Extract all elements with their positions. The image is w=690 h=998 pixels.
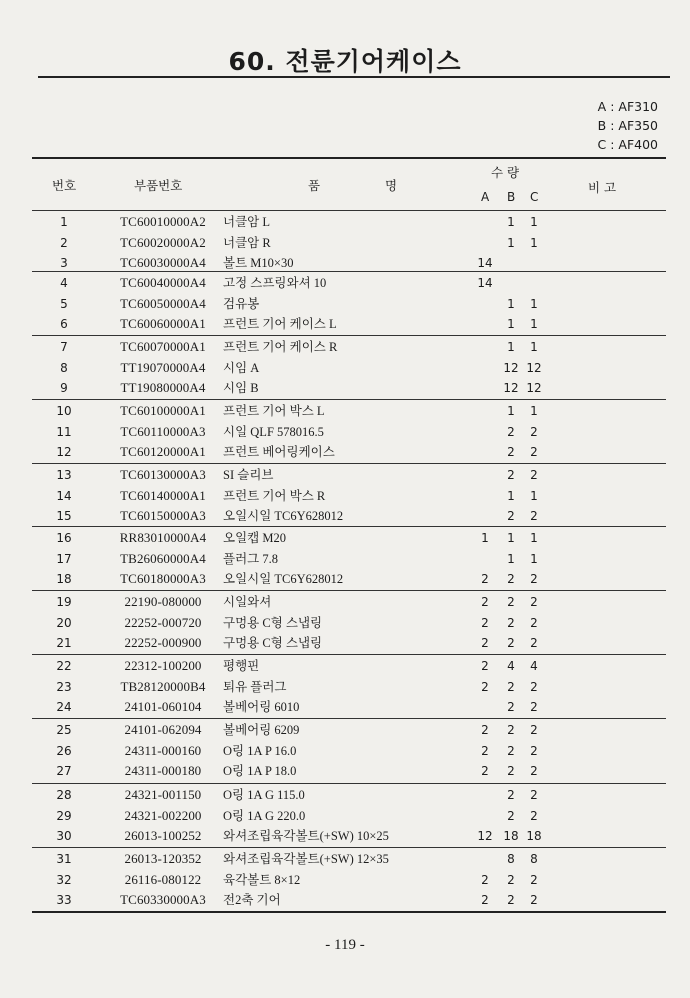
part-number: TB26060000A4 (120, 550, 206, 566)
qty-a: 14 (477, 256, 493, 270)
row-number: 13 (56, 468, 72, 482)
table-row (0, 212, 690, 232)
group-rule (32, 463, 666, 464)
header-no: 번호 (52, 178, 77, 193)
part-name: 프런트 기어 케이스 R (223, 340, 338, 354)
qty-c: 2 (530, 468, 538, 482)
part-number: 24311-000160 (124, 742, 202, 758)
legend-key: A (597, 99, 607, 114)
legend-key: C (597, 137, 607, 152)
part-name: 검유봉 (223, 296, 260, 311)
part-name: 볼베어링 6209 (223, 723, 300, 737)
part-name: 너클암 R (223, 235, 271, 250)
qty-c: 2 (530, 764, 538, 778)
table-row (0, 720, 690, 740)
qty-c: 18 (526, 829, 542, 843)
qty-c: 2 (530, 679, 538, 694)
row-number: 2 (60, 235, 68, 250)
part-name: 오일시일 TC6Y628012 (223, 572, 344, 586)
part-name: O링 1A G 220.0 (223, 808, 306, 823)
part-number: TC60180000A3 (120, 571, 206, 586)
header-qty: 수 량 (491, 165, 520, 180)
qty-a: 2 (481, 893, 489, 907)
part-number: TC60150000A3 (120, 508, 206, 523)
part-name: 오일캡 M20 (223, 531, 286, 545)
part-number: TB28120000B4 (120, 678, 206, 694)
part-number: TC60130000A3 (120, 467, 206, 482)
qty-c: 1 (530, 296, 538, 311)
legend-item: C : AF400 (597, 137, 658, 152)
part-number: TC60110000A3 (120, 423, 206, 439)
qty-b: 2 (507, 893, 515, 907)
table-row (0, 314, 690, 334)
table-row (0, 273, 690, 293)
part-name: 프런트 기어 박스 L (223, 404, 325, 418)
qty-b: 2 (507, 723, 515, 737)
part-name: 시임 A (223, 360, 260, 375)
row-number: 17 (56, 551, 72, 566)
table-row (0, 870, 690, 890)
part-number: TC60070000A1 (120, 339, 206, 354)
row-number: 4 (60, 276, 68, 290)
table-row (0, 656, 690, 676)
qty-c: 1 (530, 488, 538, 503)
qty-b: 1 (507, 235, 515, 250)
qty-b: 12 (503, 360, 519, 375)
part-name: 볼베어링 6010 (223, 700, 300, 714)
part-number: 26013-100252 (124, 828, 202, 843)
group-rule (32, 783, 666, 784)
part-name: 시임 B (223, 381, 259, 395)
table-bottom-rule (32, 911, 666, 913)
part-name: 시일와셔 (223, 595, 272, 609)
part-number: 22252-000900 (124, 635, 202, 650)
row-number: 3 (60, 256, 68, 270)
table-top-rule (32, 157, 666, 159)
row-number: 15 (56, 509, 72, 523)
table-row (0, 549, 690, 569)
qty-a: 2 (481, 723, 489, 737)
row-number: 16 (56, 531, 72, 545)
group-rule (32, 526, 666, 527)
qty-a: 2 (481, 659, 489, 673)
part-name: 오일시일 TC6Y628012 (223, 509, 344, 523)
row-number: 30 (56, 829, 72, 843)
group-rule (32, 590, 666, 591)
row-number: 32 (56, 872, 72, 887)
qty-b: 1 (507, 551, 515, 566)
part-number: 24311-000180 (124, 763, 202, 778)
qty-c: 2 (530, 636, 538, 650)
qty-b: 2 (507, 679, 515, 694)
table-row (0, 569, 690, 589)
part-number: TC60060000A1 (120, 316, 206, 331)
header-remark: 비 고 (588, 180, 617, 195)
qty-c: 8 (530, 852, 538, 866)
table-row (0, 506, 690, 526)
part-name: 와셔조립육각볼트(+SW) 10×25 (223, 829, 389, 843)
part-number: TC60330000A3 (120, 892, 206, 907)
row-number: 27 (56, 764, 72, 778)
legend-key: B (597, 118, 607, 133)
qty-b: 1 (507, 340, 515, 354)
header-b: B (507, 190, 516, 204)
group-rule (32, 335, 666, 336)
qty-b: 1 (507, 317, 515, 331)
row-number: 18 (56, 572, 72, 586)
qty-c: 1 (530, 404, 538, 418)
qty-c: 1 (530, 317, 538, 331)
model-legend (597, 97, 658, 154)
part-name: SI 슬리브 (223, 468, 274, 482)
part-number: 22252-000720 (124, 614, 202, 630)
qty-b: 1 (507, 488, 515, 503)
qty-b: 1 (507, 296, 515, 311)
legend-item: B : AF350 (597, 118, 658, 133)
qty-c: 2 (530, 808, 538, 823)
part-name: 평행핀 (223, 659, 260, 673)
qty-b: 2 (507, 572, 515, 586)
part-name: 구멍용 C형 스냅링 (223, 636, 323, 650)
table-row (0, 253, 690, 273)
part-number: RR83010000A4 (119, 530, 207, 545)
part-number: TC60120000A1 (120, 444, 206, 459)
qty-a: 12 (477, 829, 493, 843)
table-row (0, 633, 690, 653)
row-number: 22 (56, 659, 72, 673)
table-row (0, 294, 690, 314)
qty-b: 2 (507, 808, 515, 823)
row-number: 29 (56, 808, 72, 823)
qty-b: 2 (507, 615, 515, 630)
row-number: 12 (56, 445, 72, 459)
row-number: 25 (56, 723, 72, 737)
table-row (0, 849, 690, 869)
qty-a: 14 (477, 276, 493, 290)
part-number: 24101-062094 (124, 722, 202, 737)
qty-b: 2 (507, 700, 515, 714)
table-row (0, 761, 690, 781)
qty-a: 2 (481, 679, 489, 694)
group-rule (32, 271, 666, 272)
header-a: A (481, 190, 490, 204)
qty-c: 2 (530, 893, 538, 907)
qty-c: 2 (530, 445, 538, 459)
qty-b: 2 (507, 872, 515, 887)
table-row (0, 233, 690, 253)
header-bottom-rule (32, 210, 666, 211)
row-number: 14 (56, 488, 72, 503)
qty-b: 2 (507, 445, 515, 459)
table-row (0, 890, 690, 910)
qty-b: 18 (503, 829, 519, 843)
row-number: 5 (60, 296, 68, 311)
qty-b: 2 (507, 636, 515, 650)
part-number: 22190-080000 (124, 594, 202, 609)
qty-b: 2 (507, 424, 515, 439)
row-number: 23 (56, 679, 72, 694)
qty-b: 1 (507, 531, 515, 545)
qty-c: 1 (530, 531, 538, 545)
part-number: TT19070000A4 (120, 359, 206, 375)
table-row (0, 592, 690, 612)
row-number: 31 (56, 852, 72, 866)
table-row (0, 741, 690, 761)
table-row (0, 358, 690, 378)
qty-b: 8 (507, 852, 515, 866)
part-number: 24321-001150 (124, 787, 202, 802)
page-title: 60. 전륜기어케이스 (228, 47, 462, 76)
row-number: 1 (60, 215, 68, 229)
part-name: 플러그 7.8 (223, 551, 278, 566)
table-row (0, 401, 690, 421)
qty-c: 2 (530, 424, 538, 439)
qty-c: 2 (530, 615, 538, 630)
row-number: 33 (56, 893, 72, 907)
qty-a: 2 (481, 764, 489, 778)
table-row (0, 613, 690, 633)
qty-c: 2 (530, 572, 538, 586)
part-number: TT19080000A4 (120, 380, 206, 395)
part-name: 구멍용 C형 스냅링 (223, 615, 323, 630)
header-name-2: 명 (385, 178, 398, 193)
row-number: 8 (60, 360, 68, 375)
qty-c: 1 (530, 340, 538, 354)
part-number: 26013-120352 (124, 851, 202, 866)
part-name: 고정 스프링와셔 10 (223, 276, 327, 290)
row-number: 26 (56, 743, 72, 758)
legend-value: AF310 (618, 99, 658, 114)
part-name: 퇴유 플러그 (223, 679, 287, 694)
part-name: O링 1A G 115.0 (223, 788, 305, 802)
qty-c: 2 (530, 743, 538, 758)
table-row (0, 337, 690, 357)
qty-c: 1 (530, 551, 538, 566)
part-name: O링 1A P 18.0 (223, 764, 297, 778)
part-number: TC60040000A4 (120, 275, 206, 290)
table-row (0, 785, 690, 805)
part-number: 26116-080122 (124, 871, 202, 887)
row-number: 28 (56, 788, 72, 802)
qty-c: 1 (530, 215, 538, 229)
qty-b: 2 (507, 468, 515, 482)
part-name: 볼트 M10×30 (223, 256, 294, 270)
part-number: TC60030000A4 (120, 255, 206, 270)
qty-b: 2 (507, 764, 515, 778)
part-name: 와셔조립육각볼트(+SW) 12×35 (223, 852, 389, 866)
qty-c: 1 (530, 235, 538, 250)
table-row (0, 486, 690, 506)
qty-c: 2 (530, 723, 538, 737)
qty-c: 2 (530, 509, 538, 523)
title-rule (38, 76, 670, 78)
group-rule (32, 847, 666, 848)
row-number: 21 (56, 636, 72, 650)
legend-item: A : AF310 (597, 99, 658, 114)
row-number: 19 (56, 595, 72, 609)
table-row (0, 677, 690, 697)
row-number: 6 (60, 317, 68, 331)
table-row (0, 806, 690, 826)
legend-value: AF350 (618, 118, 658, 133)
part-name: 전2축 기어 (223, 893, 281, 907)
row-number: 10 (56, 404, 72, 418)
table-row (0, 528, 690, 548)
qty-c: 2 (530, 788, 538, 802)
header-c: C (530, 190, 539, 204)
row-number: 9 (60, 381, 68, 395)
table-row (0, 422, 690, 442)
part-number: TC60010000A2 (120, 214, 206, 229)
part-number: TC60140000A1 (120, 487, 206, 503)
qty-b: 12 (503, 381, 519, 395)
part-name: 시일 QLF 578016.5 (223, 424, 324, 439)
row-number: 7 (60, 340, 68, 354)
part-number: TC60020000A2 (120, 234, 206, 250)
qty-a: 2 (481, 872, 489, 887)
part-name: 프런트 기어 박스 R (223, 488, 326, 503)
qty-a: 2 (481, 615, 489, 630)
part-number: 24101-060104 (124, 699, 202, 714)
part-number: 22312-100200 (124, 658, 202, 673)
qty-a: 2 (481, 595, 489, 609)
table-row (0, 378, 690, 398)
table-row (0, 442, 690, 462)
row-number: 24 (56, 700, 72, 714)
part-name: 프런트 베어링케이스 (223, 445, 335, 459)
row-number: 20 (56, 615, 72, 630)
part-number: TC60050000A4 (120, 295, 206, 311)
qty-a: 1 (481, 531, 489, 545)
part-number: 24321-002200 (124, 807, 202, 823)
qty-c: 12 (526, 381, 542, 395)
qty-b: 1 (507, 404, 515, 418)
qty-c: 4 (530, 659, 538, 673)
table-row (0, 826, 690, 846)
page-number: - 119 - (325, 937, 365, 953)
qty-a: 2 (481, 743, 489, 758)
qty-c: 2 (530, 700, 538, 714)
group-rule (32, 654, 666, 655)
part-number: TC60100000A1 (120, 403, 206, 418)
group-rule (32, 718, 666, 719)
table-row (0, 697, 690, 717)
group-rule (32, 399, 666, 400)
qty-b: 2 (507, 509, 515, 523)
part-name: O링 1A P 16.0 (223, 743, 297, 758)
qty-b: 2 (507, 788, 515, 802)
legend-value: AF400 (618, 137, 658, 152)
qty-b: 4 (507, 659, 515, 673)
qty-c: 2 (530, 595, 538, 609)
qty-c: 2 (530, 872, 538, 887)
part-name: 육각볼트 8×12 (223, 872, 301, 887)
table-row (0, 465, 690, 485)
qty-b: 1 (507, 215, 515, 229)
header-part-no: 부품번호 (134, 178, 183, 193)
row-number: 11 (56, 424, 72, 439)
part-name: 프런트 기어 케이스 L (223, 317, 337, 331)
qty-b: 2 (507, 595, 515, 609)
part-name: 너클암 L (223, 215, 270, 229)
qty-c: 12 (526, 360, 542, 375)
header-name-1: 품 (308, 178, 321, 193)
qty-a: 2 (481, 636, 489, 650)
qty-a: 2 (481, 572, 489, 586)
qty-b: 2 (507, 743, 515, 758)
